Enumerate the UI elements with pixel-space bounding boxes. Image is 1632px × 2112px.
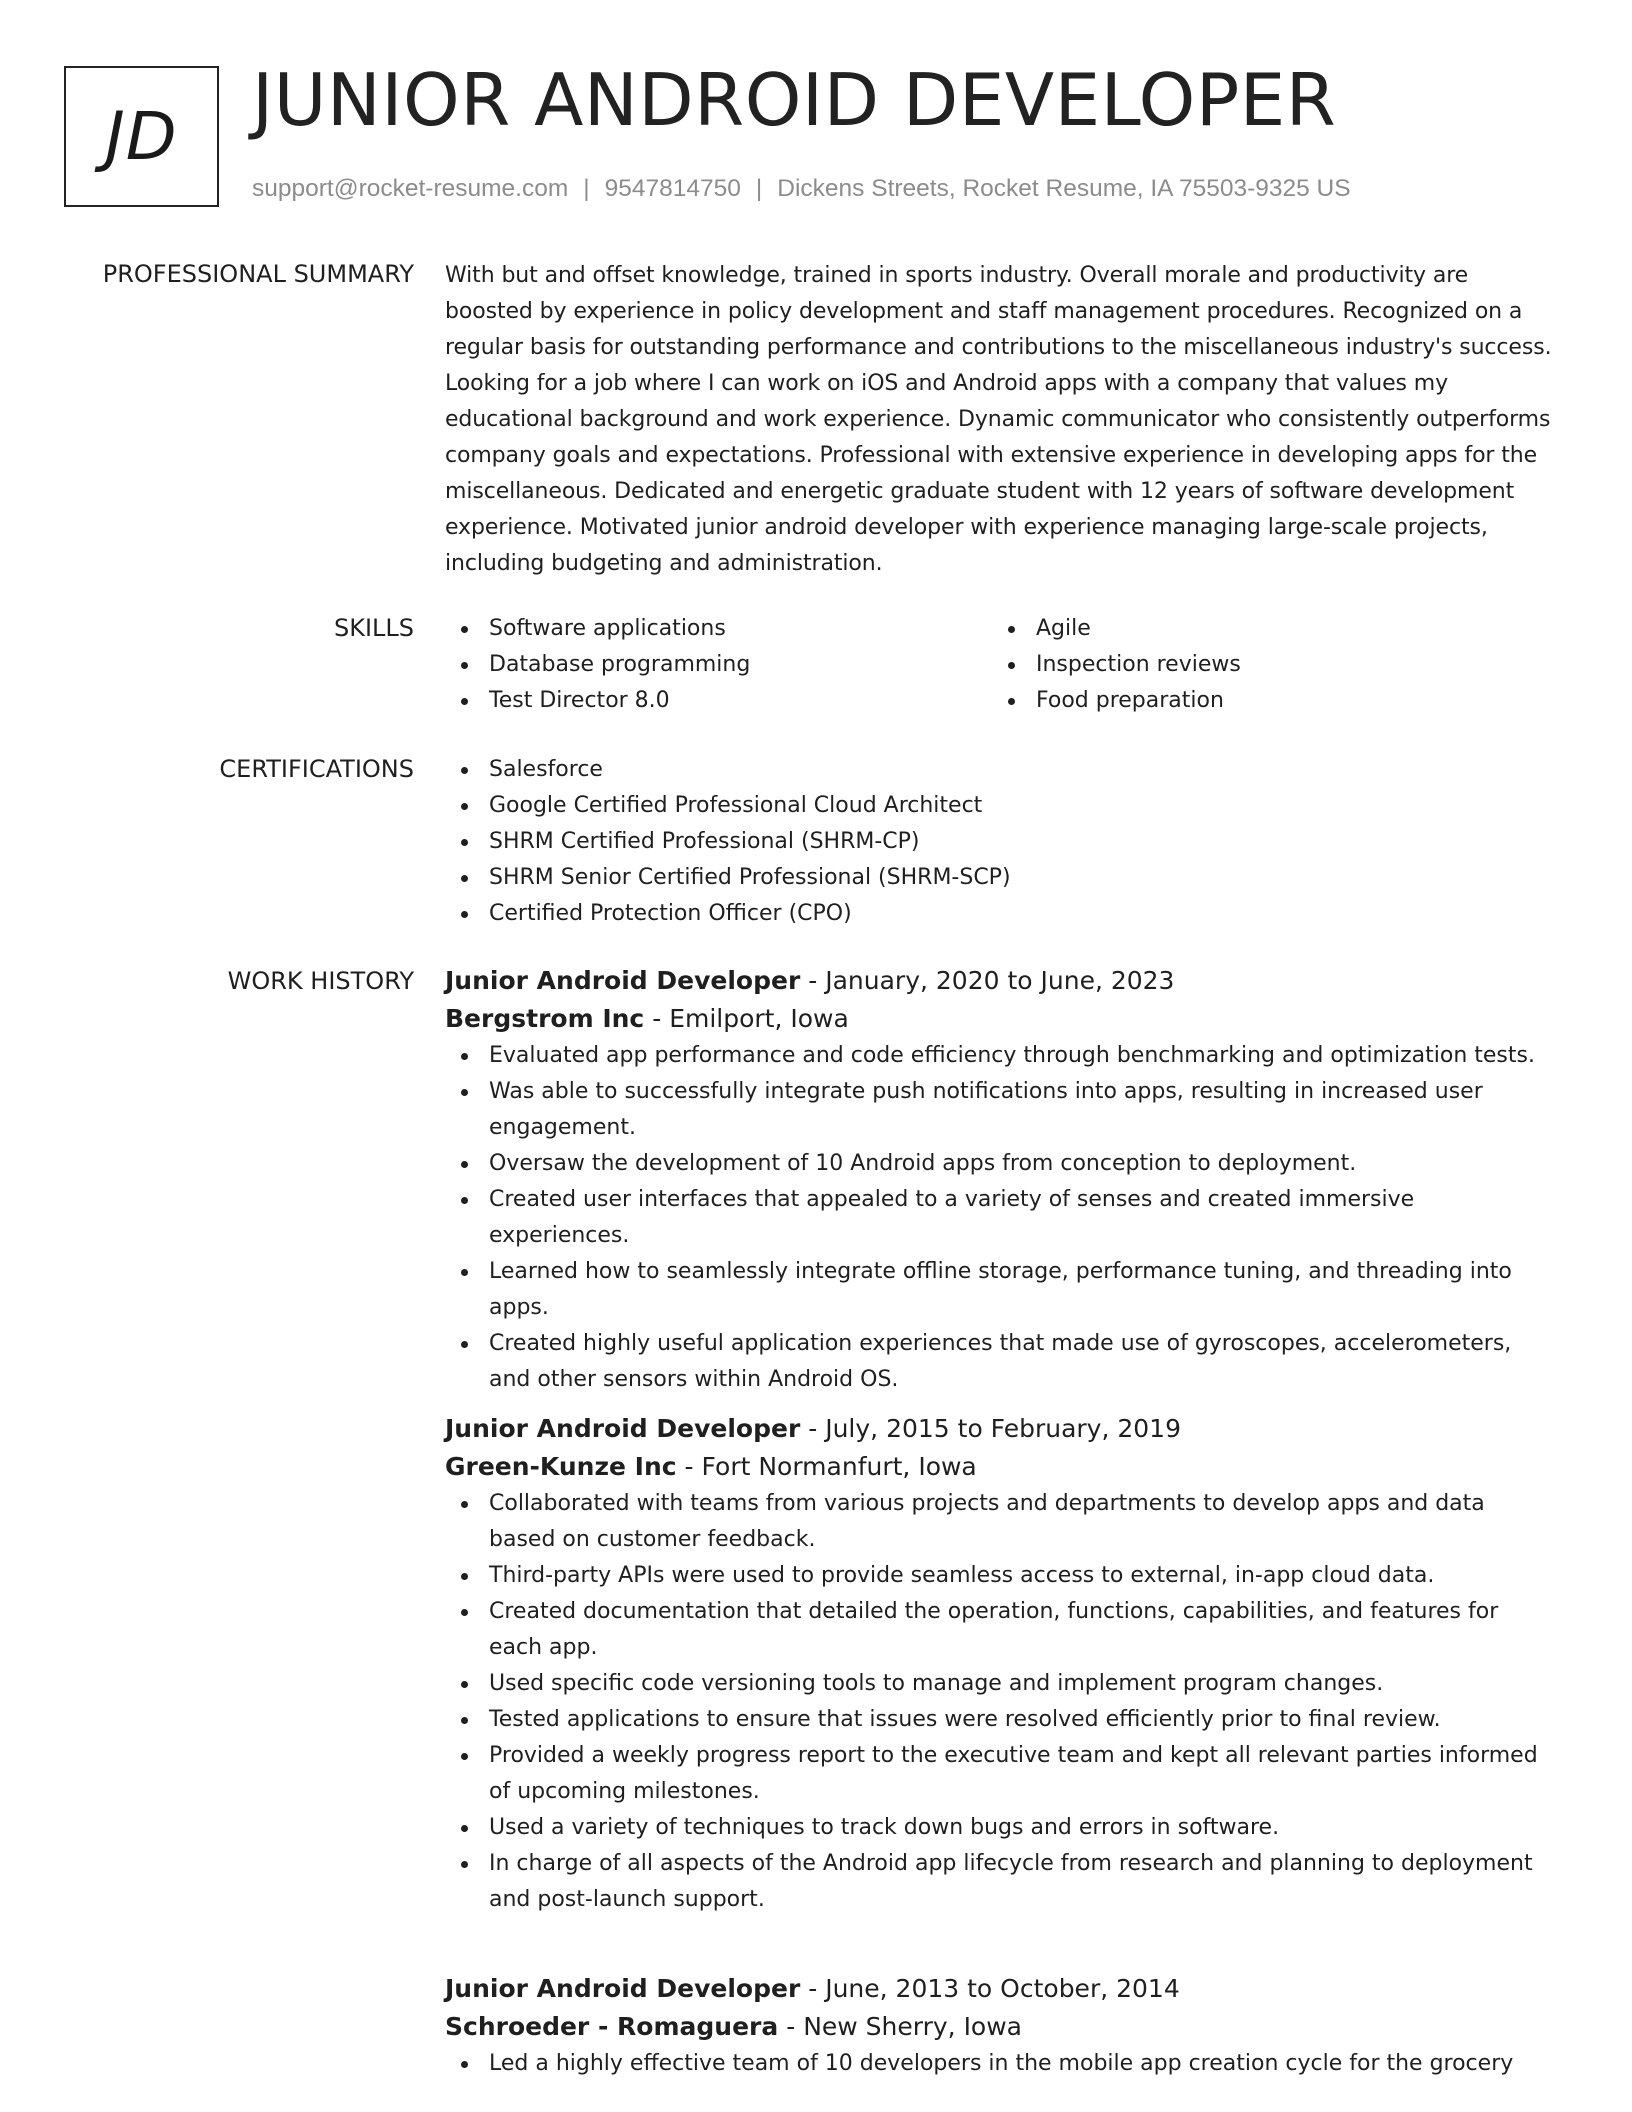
responsibility-item: Created documentation that detailed the operation, functions, capabilities, and features for each app. — [445, 1594, 1557, 1666]
certification-item: SHRM Senior Certified Professional (SHRM-SCP) — [445, 860, 1557, 896]
job-title-line — [445, 1410, 1557, 1448]
dash: - — [808, 966, 818, 995]
job-location: Emilport, Iowa — [669, 1004, 849, 1033]
contact-phone: 9547814750 — [604, 175, 741, 202]
job-company: Green-Kunze Inc — [445, 1452, 677, 1481]
responsibility-item: In charge of all aspects of the Android app lifecycle from research and planning to deployment and post-launch support. — [445, 1846, 1557, 1918]
contact-email: support@rocket-resume.com — [252, 175, 569, 202]
skills-column-2 — [992, 611, 1539, 719]
responsibility-item: Oversaw the development of 10 Android apps from conception to deployment. — [445, 1146, 1557, 1182]
job-dates: June, 2013 to October, 2014 — [825, 1974, 1180, 2003]
job-company-line — [445, 1448, 1557, 1486]
certification-item: Google Certified Professional Cloud Architect — [445, 788, 1557, 824]
skill-item: Inspection reviews — [992, 647, 1539, 683]
responsibility-item: Provided a weekly progress report to the executive team and kept all relevant parties informed of upcoming milestones. — [445, 1738, 1557, 1810]
responsibility-item: Used a variety of techniques to track down bugs and errors in software. — [445, 1810, 1557, 1846]
dash: - — [684, 1452, 694, 1481]
summary-text: With but and offset knowledge, trained in sports industry. Overall morale and productivity are boosted by experience in policy development and staff management procedures. Recognized on a regular basis for outstanding performance and contributions to the miscellaneous industry's success. Looking for a job where I can work on iOS and Android apps with a company that values my educational background and work experience. Dynamic communicator who consistently outperforms company goals and expectations. Professional with extensive experience in developing apps for the miscellaneous. Dedicated and energetic graduate student with 12 years of software development experience. Motivated junior android developer with experience managing large-scale projects, including budgeting and administration. — [445, 263, 1552, 576]
responsibility-item: Collaborated with teams from various projects and departments to develop apps and data based on customer feedback. — [445, 1486, 1557, 1558]
skill-item: Test Director 8.0 — [445, 683, 992, 719]
skills-column-1 — [445, 611, 992, 719]
contact-separator: | — [755, 175, 763, 202]
responsibility-item: Created highly useful application experiences that made use of gyroscopes, accelerometers, and other sensors within Android OS. — [445, 1326, 1557, 1398]
page-title: JUNIOR ANDROID DEVELOPER — [252, 58, 1337, 142]
dash: - — [652, 1004, 662, 1033]
certification-item: Salesforce — [445, 752, 1557, 788]
summary-heading: PROFESSIONAL SUMMARY — [102, 260, 414, 288]
responsibility-item: Created user interfaces that appealed to a variety of senses and created immersive experiences. — [445, 1182, 1557, 1254]
job-dates: July, 2015 to February, 2019 — [825, 1414, 1181, 1443]
certification-item: Certified Protection Officer (CPO) — [445, 896, 1557, 932]
dash: - — [786, 2012, 796, 2041]
responsibility-item: Evaluated app performance and code efficiency through benchmarking and optimization tests. — [445, 1038, 1557, 1074]
job-dates: January, 2020 to June, 2023 — [825, 966, 1175, 995]
job-location: New Sherry, Iowa — [803, 2012, 1022, 2041]
dash: - — [808, 1974, 818, 2003]
job-company: Bergstrom Inc — [445, 1004, 645, 1033]
job-responsibilities — [445, 1486, 1557, 1918]
job-title: Junior Android Developer — [445, 1414, 801, 1443]
work-history-heading: WORK HISTORY — [227, 967, 414, 995]
skill-item: Agile — [992, 611, 1539, 647]
job-title: Junior Android Developer — [445, 1974, 801, 2003]
contact-address: Dickens Streets, Rocket Resume, IA 75503-9325 US — [777, 175, 1351, 202]
monogram-logo: JD — [64, 66, 219, 207]
contact-line — [252, 171, 1351, 207]
job-title-line — [445, 962, 1557, 1000]
job-company: Schroeder - Romaguera — [445, 2012, 779, 2041]
responsibility-item: Was able to successfully integrate push notifications into apps, resulting in increased user engagement. — [445, 1074, 1557, 1146]
job-responsibilities — [445, 2046, 1557, 2082]
responsibility-item: Led a highly effective team of 10 developers in the mobile app creation cycle for the grocery — [445, 2046, 1557, 2082]
certification-item: SHRM Certified Professional (SHRM-CP) — [445, 824, 1557, 860]
dash: - — [808, 1414, 818, 1443]
job-company-line — [445, 2008, 1557, 2046]
skill-item: Food preparation — [992, 683, 1539, 719]
contact-separator: | — [583, 175, 590, 202]
certifications-heading: CERTIFICATIONS — [219, 755, 414, 783]
job-title: Junior Android Developer — [445, 966, 801, 995]
job-location: Fort Normanfurt, Iowa — [701, 1452, 977, 1481]
responsibility-item: Used specific code versioning tools to manage and implement program changes. — [445, 1666, 1557, 1702]
responsibility-item: Learned how to seamlessly integrate offline storage, performance tuning, and threading into apps. — [445, 1254, 1557, 1326]
job-company-line — [445, 1000, 1557, 1038]
job-responsibilities — [445, 1038, 1557, 1398]
responsibility-item: Third-party APIs were used to provide seamless access to external, in-app cloud data. — [445, 1558, 1557, 1594]
job-title-line — [445, 1970, 1557, 2008]
skill-item: Database programming — [445, 647, 992, 683]
certifications-list — [445, 752, 1557, 932]
skills-heading: SKILLS — [333, 614, 414, 642]
responsibility-item: Tested applications to ensure that issues were resolved efficiently prior to final review. — [445, 1702, 1557, 1738]
skill-item: Software applications — [445, 611, 992, 647]
